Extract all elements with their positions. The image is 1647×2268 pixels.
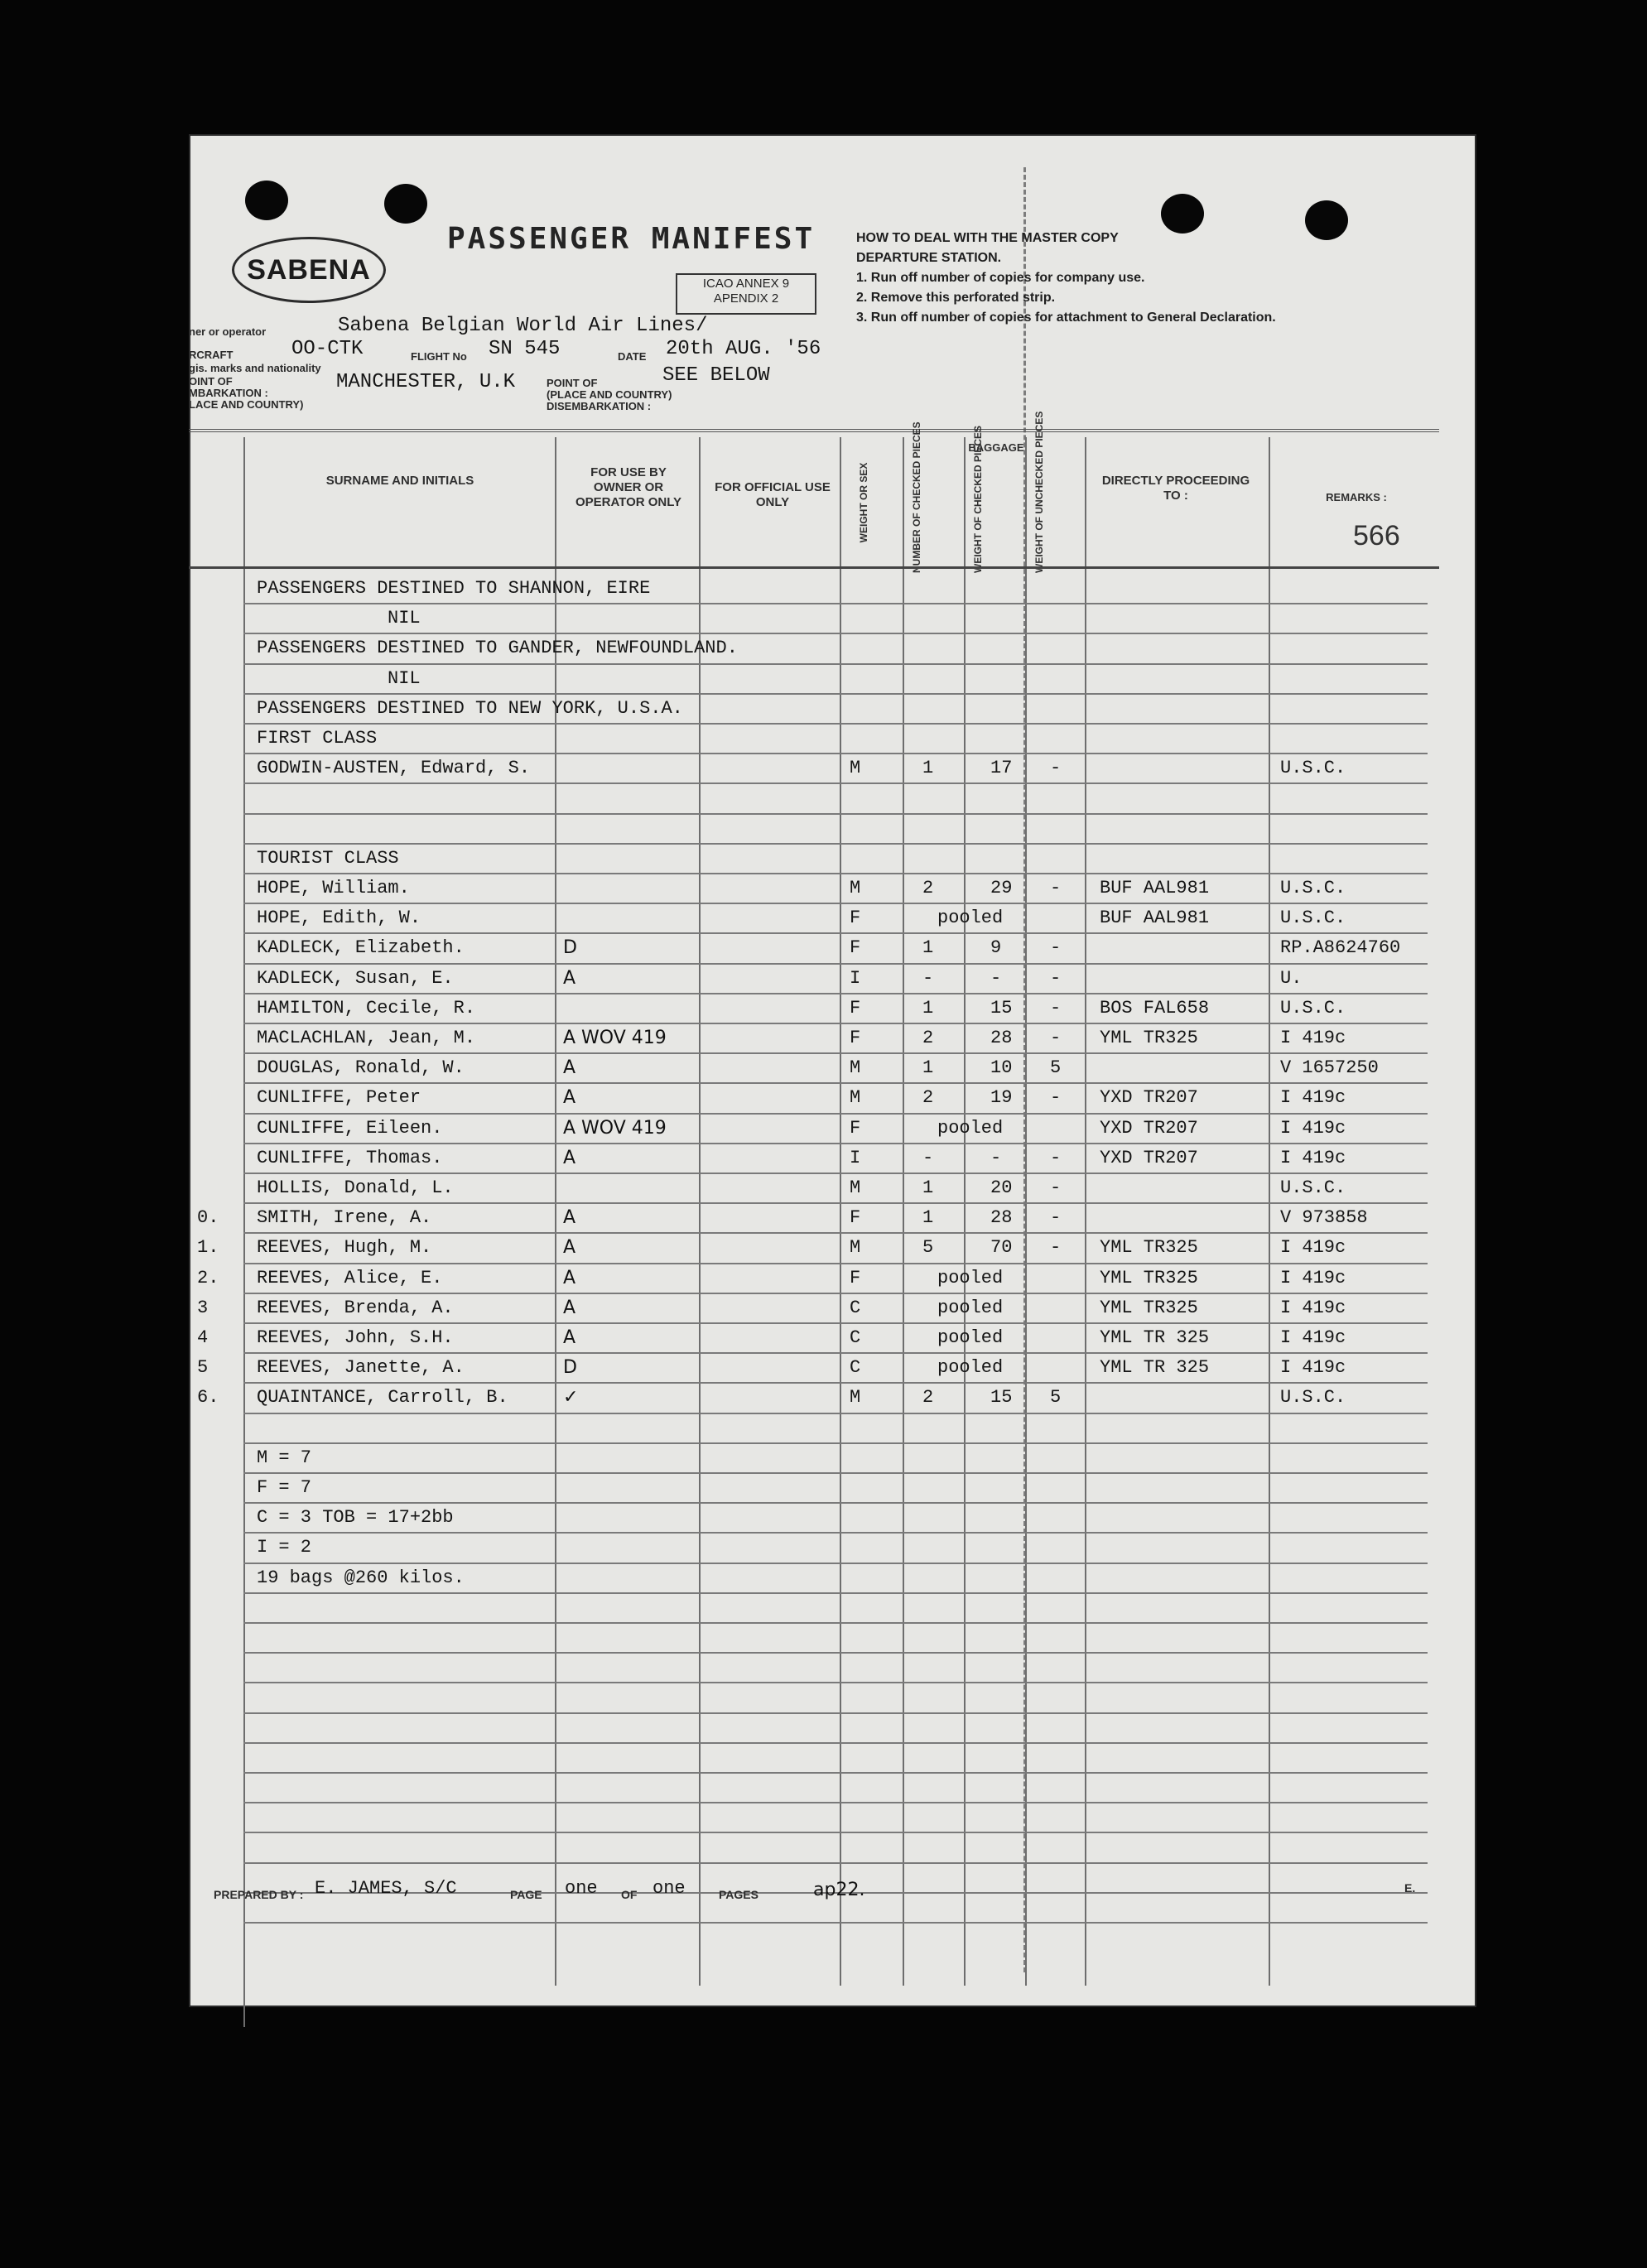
checked-weight: -	[990, 1147, 1002, 1168]
passenger-name: CUNLIFFE, Eileen.	[257, 1117, 443, 1139]
proceeding-to: YML TR325	[1100, 1297, 1198, 1318]
col-header-baggage: BAGGAGE	[968, 441, 1024, 454]
sex-code: F	[850, 937, 861, 959]
checked-pieces: -	[922, 1147, 934, 1168]
row-rule	[243, 1052, 1428, 1054]
handwritten-mark: A	[563, 1147, 576, 1168]
checked-weight: 19	[990, 1087, 1013, 1109]
instructions-station: DEPARTURE STATION.	[856, 251, 1002, 265]
checked-pieces: 2	[922, 878, 934, 898]
passenger-name: KADLECK, Elizabeth.	[257, 937, 465, 959]
row-rule	[243, 1742, 1428, 1744]
col-header-official: FOR OFFICIAL USE ONLY	[715, 480, 831, 509]
corner-mark: E.	[1404, 1881, 1416, 1895]
passenger-name: PASSENGERS DESTINED TO NEW YORK, U.S.A.	[257, 697, 683, 719]
icao-line: APENDIX 2	[713, 291, 779, 306]
proceeding-to: YML TR325	[1100, 1028, 1198, 1048]
checked-pieces: pooled	[937, 1327, 1004, 1348]
remarks: U.S.C.	[1280, 1387, 1346, 1408]
col-header-proceeding: DIRECTLY PROCEEDING TO :	[1101, 474, 1250, 503]
checked-pieces: 1	[922, 758, 934, 779]
sex-code: F	[850, 1267, 861, 1288]
row-number: 1.	[197, 1237, 219, 1259]
punch-hole	[1305, 200, 1348, 240]
row-rule	[243, 1532, 1428, 1534]
checked-pieces: 1	[922, 937, 934, 959]
instruction-item: 1. Run off number of copies for company use.	[856, 271, 1145, 285]
checked-weight: 15	[990, 997, 1013, 1018]
column-rule	[555, 437, 556, 1986]
proceeding-to: YML TR 325	[1100, 1357, 1210, 1379]
row-number: 5	[197, 1357, 209, 1379]
passenger-name: DOUGLAS, Ronald, W.	[257, 1057, 465, 1079]
row-rule	[243, 1832, 1428, 1833]
passenger-name: HOPE, William.	[257, 878, 410, 898]
proceeding-to: YML TR325	[1100, 1267, 1198, 1288]
unchecked-weight: -	[1050, 1087, 1062, 1109]
row-rule	[243, 1143, 1428, 1144]
passenger-name: REEVES, Janette, A.	[257, 1357, 465, 1379]
disembark-label: POINT OF	[547, 377, 598, 389]
handwritten-mark: A	[563, 1237, 576, 1259]
row-rule	[243, 1502, 1428, 1504]
handwritten-mark: D	[563, 937, 577, 959]
checked-weight: -	[990, 967, 1002, 989]
checked-weight: 9	[990, 937, 1002, 959]
unchecked-weight: -	[1050, 1147, 1062, 1168]
passenger-name: TOURIST CLASS	[257, 847, 399, 869]
unchecked-weight: -	[1050, 997, 1062, 1018]
of-label: OF	[621, 1888, 638, 1901]
handwritten-mark: A	[563, 1267, 576, 1288]
checked-weight: 17	[990, 758, 1013, 779]
row-number: 6.	[197, 1387, 219, 1408]
proceeding-to: YML TR 325	[1100, 1327, 1210, 1348]
row-rule	[243, 1082, 1428, 1084]
row-rule	[243, 1712, 1428, 1714]
row-rule	[243, 1293, 1428, 1294]
page-stamp-number: 566	[1353, 520, 1400, 551]
col-header-remarks: REMARKS :	[1326, 491, 1387, 503]
sex-code: M	[850, 1237, 861, 1259]
unchecked-weight: -	[1050, 1028, 1062, 1048]
checked-weight: 70	[990, 1237, 1013, 1259]
passenger-name: CUNLIFFE, Peter	[257, 1087, 421, 1109]
proceeding-to: YXD TR207	[1100, 1087, 1198, 1109]
row-rule	[243, 663, 1428, 665]
row-rule	[243, 603, 1428, 604]
sex-code: F	[850, 1028, 861, 1048]
proceeding-to: YXD TR207	[1100, 1147, 1198, 1168]
passenger-name: I = 2	[257, 1537, 312, 1558]
disembark-label: DISEMBARKATION :	[547, 400, 652, 412]
flight-label: FLIGHT No	[411, 350, 467, 363]
row-rule	[243, 693, 1428, 695]
remarks: I 419c	[1280, 1327, 1346, 1348]
col-header-wt-unchecked: WEIGHT OF UNCHECKED PIECES	[1033, 411, 1045, 573]
checked-pieces: pooled	[937, 1117, 1004, 1139]
checked-pieces: 1	[922, 997, 934, 1018]
remarks: I 419c	[1280, 1117, 1346, 1139]
instruction-item: 2. Remove this perforated strip.	[856, 291, 1056, 305]
row-rule	[243, 1173, 1428, 1174]
instructions-title: HOW TO DEAL WITH THE MASTER COPY	[856, 231, 1119, 245]
remarks: I 419c	[1280, 1297, 1346, 1318]
proceeding-to: YML TR325	[1100, 1237, 1198, 1259]
handwritten-mark: A	[563, 1087, 576, 1109]
row-rule	[243, 813, 1428, 815]
passenger-name: REEVES, John, S.H.	[257, 1327, 454, 1348]
operator-value: Sabena Belgian World Air Lines/	[338, 315, 708, 337]
checked-weight: 20	[990, 1177, 1013, 1198]
flight-value: SN 545	[489, 338, 561, 360]
handwritten-mark: A	[563, 1297, 576, 1318]
passenger-name: REEVES, Brenda, A.	[257, 1297, 454, 1318]
remarks: U.S.C.	[1280, 1177, 1346, 1198]
pages-label: PAGES	[719, 1888, 758, 1901]
row-rule	[243, 1682, 1428, 1683]
row-rule	[243, 1413, 1428, 1414]
row-rule	[243, 993, 1428, 994]
handwritten-mark: A WOV 419	[563, 1117, 667, 1139]
passenger-name: GODWIN-AUSTEN, Edward, S.	[257, 758, 531, 779]
row-number: 2.	[197, 1267, 219, 1288]
passenger-name: REEVES, Hugh, M.	[257, 1237, 432, 1259]
proceeding-to: BUF AAL981	[1100, 878, 1210, 898]
proceeding-to: BUF AAL981	[1100, 908, 1210, 929]
row-rule	[243, 1023, 1428, 1024]
column-rule	[840, 437, 841, 1986]
header-rule	[189, 429, 1439, 432]
disembark-value: SEE BELOW	[662, 364, 770, 387]
checked-weight: 15	[990, 1387, 1013, 1408]
row-rule	[243, 1263, 1428, 1264]
checked-weight: 10	[990, 1057, 1013, 1079]
unchecked-weight: -	[1050, 1177, 1062, 1198]
sex-code: F	[850, 997, 861, 1018]
row-rule	[243, 903, 1428, 904]
handwritten-mark: A WOV 419	[563, 1028, 667, 1048]
icao-line: ICAO ANNEX 9	[702, 277, 790, 291]
handwritten-mark: A	[563, 1057, 576, 1079]
passenger-name: NIL	[388, 608, 421, 629]
sex-code: M	[850, 758, 861, 779]
row-rule	[243, 1322, 1428, 1324]
sabena-logo: SABENA	[232, 237, 386, 303]
passenger-name: MACLACHLAN, Jean, M.	[257, 1028, 476, 1048]
row-rule	[243, 782, 1428, 784]
of-value: one	[653, 1878, 686, 1899]
passenger-name: HAMILTON, Cecile, R.	[257, 997, 476, 1018]
column-rule	[1269, 437, 1270, 1986]
passenger-name: HOLLIS, Donald, L.	[257, 1177, 454, 1198]
proceeding-to: YXD TR207	[1100, 1117, 1198, 1139]
sex-code: M	[850, 1057, 861, 1079]
checked-pieces: 2	[922, 1028, 934, 1048]
checked-weight: 28	[990, 1028, 1013, 1048]
col-header-surname: SURNAME AND INITIALS	[325, 474, 474, 488]
aircraft-label: RCRAFT	[189, 349, 234, 361]
unchecked-weight: 5	[1050, 1387, 1062, 1408]
checked-pieces: pooled	[937, 1267, 1004, 1288]
handwritten-mark: D	[563, 1357, 577, 1379]
remarks: V 973858	[1280, 1207, 1368, 1229]
remarks: U.S.C.	[1280, 878, 1346, 898]
page-title: PASSENGER MANIFEST	[447, 222, 816, 256]
row-rule	[243, 1922, 1428, 1924]
sex-code: F	[850, 1117, 861, 1139]
instructions	[856, 229, 1276, 328]
passenger-name: HOPE, Edith, W.	[257, 908, 421, 929]
checked-pieces: 1	[922, 1057, 934, 1079]
operator-label: ner or operator	[189, 325, 267, 338]
sex-code: F	[850, 908, 861, 929]
remarks: I 419c	[1280, 1087, 1346, 1109]
row-rule	[243, 633, 1428, 634]
passenger-name: M = 7	[257, 1447, 312, 1468]
embark-label: LACE AND COUNTRY)	[189, 398, 304, 411]
checked-pieces: 1	[922, 1207, 934, 1229]
col-header-weight-sex: WEIGHT OR SEX	[858, 462, 869, 543]
checked-pieces: pooled	[937, 1357, 1004, 1379]
row-rule	[243, 932, 1428, 934]
unchecked-weight: 5	[1050, 1057, 1062, 1079]
handwritten-note: ap22.	[813, 1880, 865, 1900]
checked-pieces: pooled	[937, 908, 1004, 929]
header-bottom-rule	[189, 566, 1439, 569]
row-rule	[243, 1652, 1428, 1654]
page-value: one	[565, 1878, 598, 1899]
checked-weight: 29	[990, 878, 1013, 898]
sex-code: C	[850, 1297, 861, 1318]
prepared-value: E. JAMES, S/C	[315, 1878, 457, 1899]
remarks: I 419c	[1280, 1267, 1346, 1288]
remarks: V 1657250	[1280, 1057, 1379, 1079]
sex-code: C	[850, 1357, 861, 1379]
sex-code: I	[850, 1147, 861, 1168]
handwritten-mark: ✓	[563, 1387, 579, 1408]
column-rule	[964, 437, 966, 1986]
passenger-name: QUAINTANCE, Carroll, B.	[257, 1387, 508, 1408]
remarks: U.S.C.	[1280, 758, 1346, 779]
row-number: 4	[197, 1327, 209, 1348]
row-rule	[243, 963, 1428, 965]
checked-pieces: pooled	[937, 1297, 1004, 1318]
remarks: RP.A8624760	[1280, 937, 1401, 959]
passenger-name: SMITH, Irene, A.	[257, 1207, 432, 1229]
sex-code: C	[850, 1327, 861, 1348]
col-header-owner: FOR USE BY OWNER OR OPERATOR ONLY	[575, 465, 682, 509]
passenger-name: C = 3 TOB = 17+2bb	[257, 1507, 454, 1529]
unchecked-weight: -	[1050, 1237, 1062, 1259]
remarks: U.	[1280, 967, 1303, 989]
instruction-item: 3. Run off number of copies for attachment to General Declaration.	[856, 311, 1276, 325]
column-rule	[699, 437, 701, 1986]
passenger-name: PASSENGERS DESTINED TO SHANNON, EIRE	[257, 578, 651, 599]
row-rule	[243, 1113, 1428, 1115]
unchecked-weight: -	[1050, 967, 1062, 989]
date-value: 20th AUG. '56	[666, 338, 821, 360]
row-rule	[243, 1563, 1428, 1564]
handwritten-mark: A	[563, 967, 576, 989]
passenger-name: F = 7	[257, 1477, 312, 1498]
embark-value: MANCHESTER, U.K	[336, 371, 516, 393]
sex-code: M	[850, 1087, 861, 1109]
row-rule	[243, 1802, 1428, 1803]
aircraft-label-2: gis. marks and nationality	[189, 362, 321, 374]
row-rule	[243, 1442, 1428, 1444]
handwritten-mark: A	[563, 1207, 576, 1229]
column-rule	[903, 437, 904, 1986]
punch-hole	[384, 184, 427, 224]
prepared-label: PREPARED BY :	[214, 1888, 304, 1901]
row-rule	[243, 873, 1428, 874]
row-rule	[243, 723, 1428, 725]
sex-code: M	[850, 1387, 861, 1408]
checked-pieces: 2	[922, 1387, 934, 1408]
unchecked-weight: -	[1050, 878, 1062, 898]
remarks: I 419c	[1280, 1147, 1346, 1168]
row-rule	[243, 1232, 1428, 1234]
row-rule	[243, 1202, 1428, 1204]
passenger-name: FIRST CLASS	[257, 728, 378, 749]
disembark-label: (PLACE AND COUNTRY)	[547, 388, 672, 401]
checked-weight: 28	[990, 1207, 1013, 1229]
proceeding-to: BOS FAL658	[1100, 997, 1210, 1018]
passenger-name: KADLECK, Susan, E.	[257, 967, 454, 989]
icao-box	[676, 273, 816, 315]
punch-hole	[245, 181, 288, 220]
remarks: U.S.C.	[1280, 997, 1346, 1018]
row-rule	[243, 1622, 1428, 1624]
row-number: 0.	[197, 1207, 219, 1229]
remarks: I 419c	[1280, 1028, 1346, 1048]
row-rule	[243, 843, 1428, 845]
passenger-name: REEVES, Alice, E.	[257, 1267, 443, 1288]
unchecked-weight: -	[1050, 937, 1062, 959]
row-rule	[243, 1592, 1428, 1594]
embark-label: OINT OF	[189, 375, 233, 388]
row-rule	[243, 1472, 1428, 1474]
row-rule	[243, 1382, 1428, 1384]
col-header-num-checked: NUMBER OF CHECKED PIECES	[911, 421, 922, 573]
passenger-name: 19 bags @260 kilos.	[257, 1567, 465, 1588]
sex-code: M	[850, 1177, 861, 1198]
page-label: PAGE	[510, 1888, 542, 1901]
remarks: I 419c	[1280, 1357, 1346, 1379]
handwritten-mark: A	[563, 1327, 576, 1348]
embark-label: MBARKATION :	[189, 387, 268, 399]
remarks: I 419c	[1280, 1237, 1346, 1259]
checked-pieces: 1	[922, 1177, 934, 1198]
sex-code: F	[850, 1207, 861, 1229]
row-rule	[243, 753, 1428, 754]
aircraft-value: OO-CTK	[291, 338, 364, 360]
punch-hole	[1161, 194, 1204, 234]
row-number: 3	[197, 1297, 209, 1318]
row-rule	[243, 1772, 1428, 1774]
manifest-sheet	[189, 134, 1476, 2007]
checked-pieces: 5	[922, 1237, 934, 1259]
col-header-wt-checked: WEIGHT OF CHECKED PIECES	[972, 425, 984, 573]
column-rule	[1025, 437, 1027, 1986]
date-label: DATE	[618, 350, 647, 363]
row-rule	[243, 1352, 1428, 1354]
row-rule	[243, 1862, 1428, 1864]
passenger-name: PASSENGERS DESTINED TO GANDER, NEWFOUNDLAND.	[257, 638, 738, 659]
checked-pieces: 2	[922, 1087, 934, 1109]
remarks: U.S.C.	[1280, 908, 1346, 929]
sex-code: I	[850, 967, 861, 989]
passenger-name: NIL	[388, 667, 421, 689]
unchecked-weight: -	[1050, 758, 1062, 779]
checked-pieces: -	[922, 967, 934, 989]
column-rule	[1085, 437, 1086, 1986]
unchecked-weight: -	[1050, 1207, 1062, 1229]
sex-code: M	[850, 878, 861, 898]
passenger-name: CUNLIFFE, Thomas.	[257, 1147, 443, 1168]
